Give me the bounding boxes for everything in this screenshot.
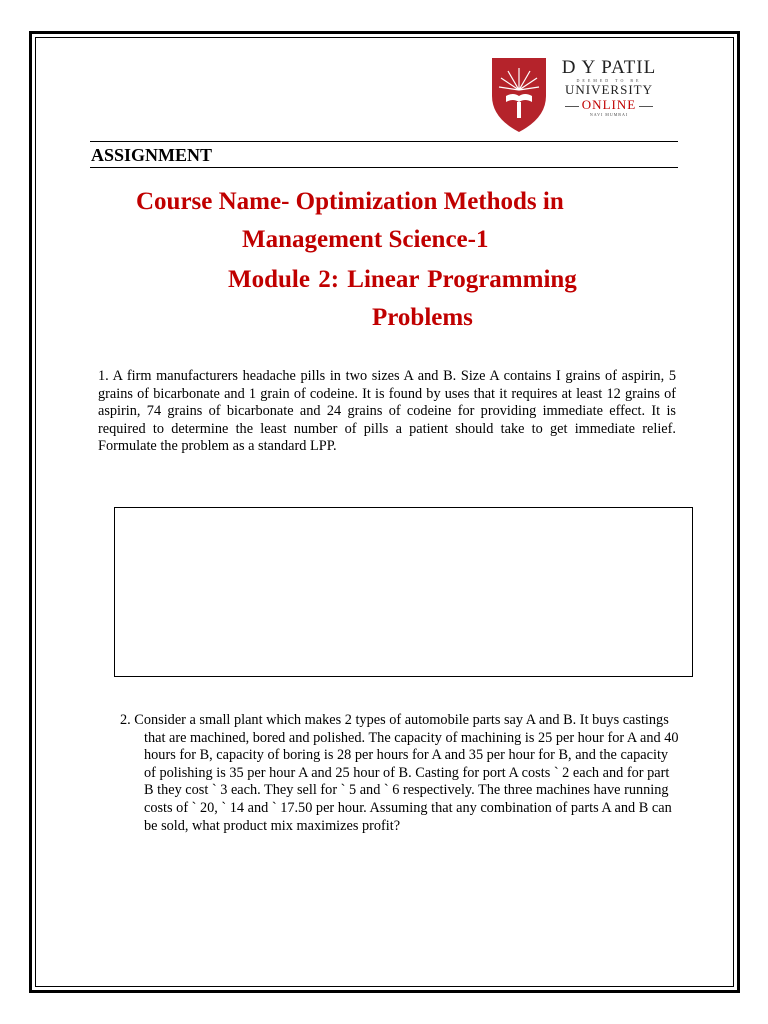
logo-online: ONLINE [556, 97, 662, 112]
answer-box [114, 507, 693, 677]
title-line-4: Problems [372, 304, 473, 331]
logo-name: D Y PATIL [561, 57, 657, 78]
title-line-3: Module 2: Linear Programming [228, 266, 577, 293]
heading-rule-top [90, 141, 678, 142]
logo-university: UNIVERSITY [565, 82, 653, 97]
logo-deemed: DEEMED TO BE [576, 78, 642, 83]
question-1: 1. A firm manufacturers headache pills in two sizes A and B. Size A contains I grains of aspirin, 5 grains of bicarbonate and 1 grain of codeine. It is found by uses that it requires at least 12 grains of aspirin, 74 grains of bicarbonate and 24 grains of codeine for providing immediate effect. It is required to determine the least number of pills a patient should take to get immediate relief. Formulate the problem as a standard LPP. [98, 368, 676, 455]
title-line-1: Course Name- Optimization Methods in [136, 188, 564, 215]
assignment-heading: ASSIGNMENT [91, 145, 213, 165]
logo-location: NAVI MUMBAI [589, 112, 629, 117]
heading-rule-bottom [90, 167, 678, 168]
title-line-2: Management Science-1 [242, 226, 489, 253]
question-2: 2. Consider a small plant which makes 2 types of automobile parts say A and B. It buys castings that are machined, bored and polished. The capacity of machining is 25 per hour for A and 40 hours for B, capacity of boring is 28 per hours for A and 35 per hour for B, and the capacity of polishing is 35 per hour A and 25 hour of B. Casting for port A costs ` 2 each and for part B they cost ` 3 each. They sell for ` 5 and ` 6 respectively. The three machines have running costs of ` 20, ` 14 and ` 17.50 per hour. Assuming that any combination of parts A and B can be sold, what product mix maximizes profit? [120, 712, 679, 834]
logo-wordmark [556, 58, 662, 118]
